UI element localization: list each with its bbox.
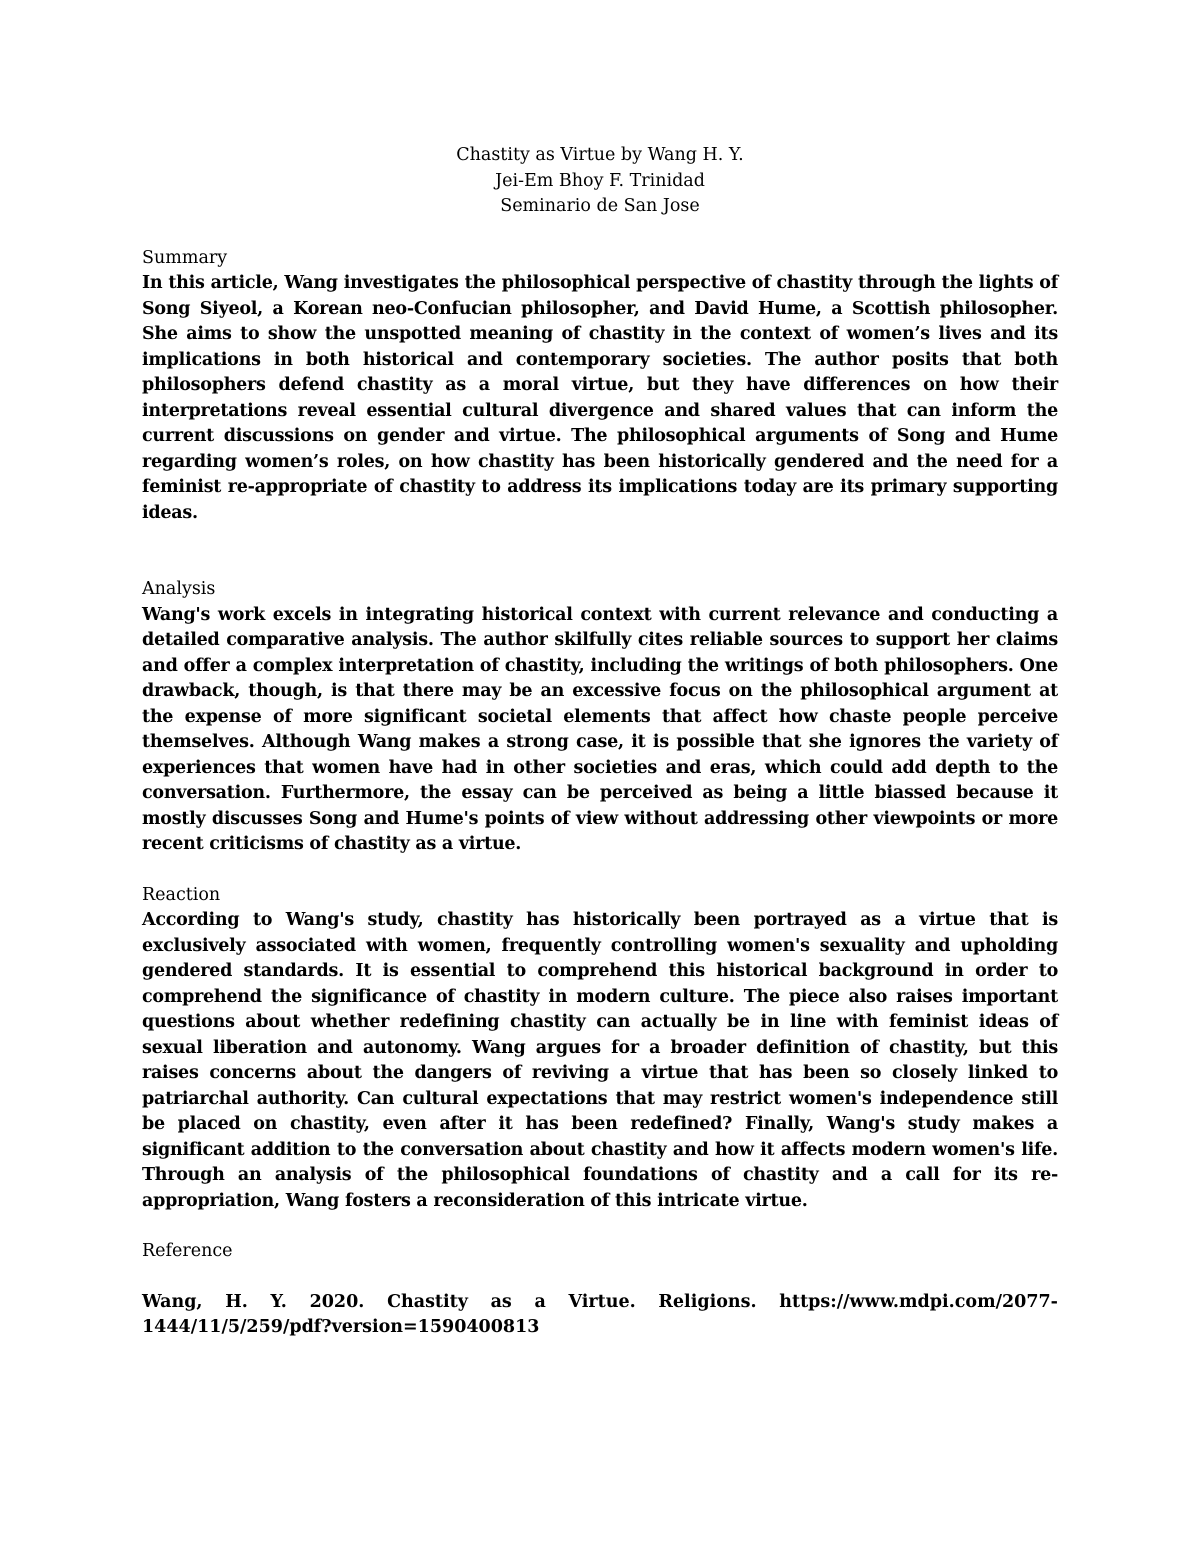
analysis-heading: Analysis [142,579,216,599]
institution-name: Seminario de San Jose [500,196,700,216]
reference-word: a [534,1291,546,1312]
reaction-heading: Reaction [142,884,221,905]
reference-word: 2020. [309,1291,365,1312]
reference-word: Wang, [142,1291,203,1312]
reference-heading: Reference [142,1241,233,1261]
reference-word: Chastity [387,1291,468,1312]
reference-word: as [490,1291,512,1312]
reference-url-start: https://www.mdpi.com/2077- [779,1291,1058,1312]
reference-word: H. [225,1291,248,1312]
summary-paragraph: In this article, Wang investigates the philosophical perspective of chastity through the lights of Song Siyeol, a Korean neo-Confucian philosopher, and David Hume, a Scottish philosopher. She aims to show the unspotted meaning of chastity in the context of women’s lives and its implications in both historical and contemporary societies. The author posits that both philosophers defend chastity as a moral virtue, but they have differences on how their interpretations reveal essential cultural divergence and shared values that can inform the current discussions on gender and virtue. The philosophical arguments of Song and Hume regarding women’s roles, on how chastity has been historically gendered and the need for a feminist re-appropriate of chastity to address its implications today are its primary supporting ideas. [142,273,1058,523]
reaction-paragraph: According to Wang's study, chastity has historically been portrayed as a virtue that is exclusively associated with women, frequently controlling women's sexuality and upholding gendered standards. It is essential to comprehend this historical background in order to comprehend the significance of chastity in modern culture. The piece also raises important questions about whether redefining chastity can actually be in line with feminist ideas of sexual liberation and autonomy. Wang argues for a broader definition of chastity, but this raises concerns about the dangers of reviving a virtue that has been so closely linked to patriarchal authority. Can cultural expectations that may restrict women's independence still be placed on chastity, even after it has been redefined? Finally, Wang's study makes a significant addition to the conversation about chastity and how it affects modern women's life. Through an analysis of the philosophical foundations of chastity and a call for its re-appropriation, Wang fosters a reconsideration of this intricate virtue. [142,910,1058,1211]
author-name: Jei-Em Bhoy F. Trinidad [495,170,705,191]
document-page [142,143,1058,1341]
summary-heading: Summary [142,247,228,268]
reference-word: Y. [270,1291,287,1312]
reference-word: Virtue. [568,1291,636,1312]
document-title: Chastity as Virtue by Wang H. Y. [456,145,744,165]
reference-url-end: 1444/11/5/259/pdf?version=1590400813 [142,1317,540,1337]
reference-word: Religions. [658,1291,757,1312]
reference-line-1 [142,1290,1058,1316]
analysis-paragraph: Wang's work excels in integrating historical context with current relevance and conducting a detailed comparative analysis. The author skilfully cites reliable sources to support her claims and offer a complex interpretation of chastity, including the writings of both philosophers. One drawback, though, is that there may be an excessive focus on the philosophical argument at the expense of more significant societal elements that affect how chaste people perceive themselves. Although Wang makes a strong case, it is possible that she ignores the variety of experiences that women have had in other societies and eras, which could add depth to the conversation. Furthermore, the essay can be perceived as being a little biassed because it mostly discusses Song and Hume's points of view without addressing other viewpoints or more recent criticisms of chastity as a virtue. [142,604,1058,854]
reference-entry [142,1290,1058,1341]
document-header [142,143,1058,220]
